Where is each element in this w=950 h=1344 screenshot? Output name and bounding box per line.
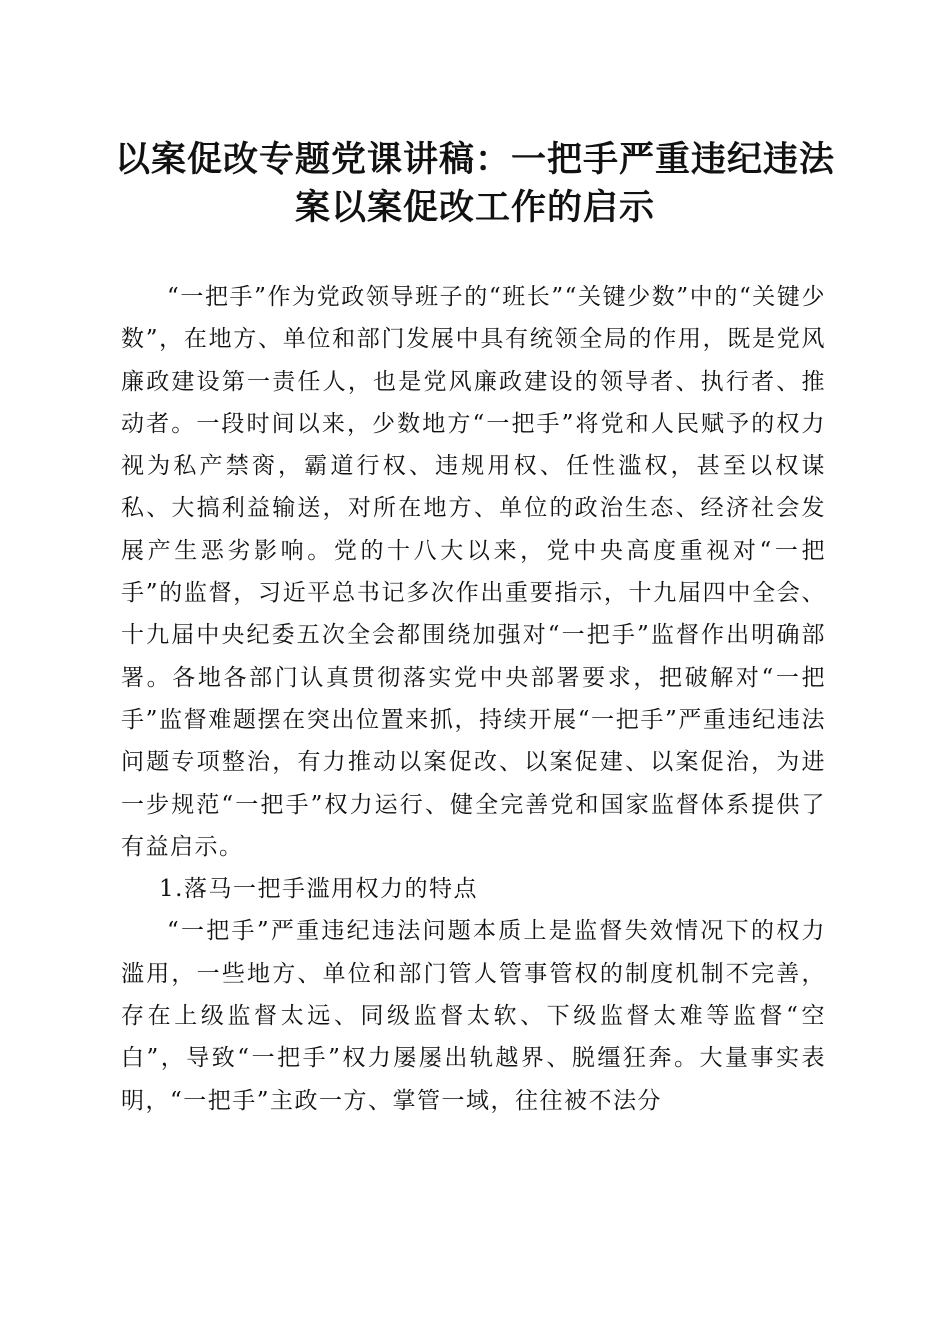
title-line-1: 以案促改专题党课讲稿：一把手严重违纪违法 [114, 139, 835, 180]
section-paragraph: “一把手”严重违纪违法问题本质上是监督失效情况下的权力滥用，一些地方、单位和部门管人管事管权的制度机制不完善，存在上级监督太远、同级监督太软、下级监督太难等监督“空白”，导致“一把手”权力屡屡出轨越界、脱缰狂奔。大量事实表明，“一把手”主政一方、掌管一域，往往被不法分 [121, 918, 826, 1114]
document-title [100, 136, 850, 232]
section-heading: 1.落马一把手滥用权力的特点 [159, 876, 478, 903]
document-body [121, 276, 826, 1122]
title-line-2: 案以案促改工作的启示 [294, 187, 655, 228]
intro-paragraph: “一把手”作为党政领导班子的“班长”“关键少数”中的“关键少数”，在地方、单位和部门发展中具有统领全局的作用，既是党风廉政建设第一责任人，也是党风廉政建设的领导者、执行者、推动者。一段时间以来，少数地方“一把手”将党和人民赋予的权力视为私产禁脔，霸道行权、违规用权、任性滥权，甚至以权谋私、大搞利益输送，对所在地方、单位的政治生态、经济社会发展产生恶劣影响。党的十八大以来，党中央高度重视对“一把手”的监督，习近平总书记多次作出重要指示，十九届四中全会、十九届中央纪委五次全会都围绕加强对“一把手”监督作出明确部署。各地各部门认真贯彻落实党中央部署要求，把破解对“一把手”监督难题摆在突出位置来抓，持续开展“一把手”严重违纪违法问题专项整治，有力推动以案促改、以案促建、以案促治，为进一步规范“一把手”权力运行、健全完善党和国家监督体系提供了有益启示。 [121, 284, 826, 860]
